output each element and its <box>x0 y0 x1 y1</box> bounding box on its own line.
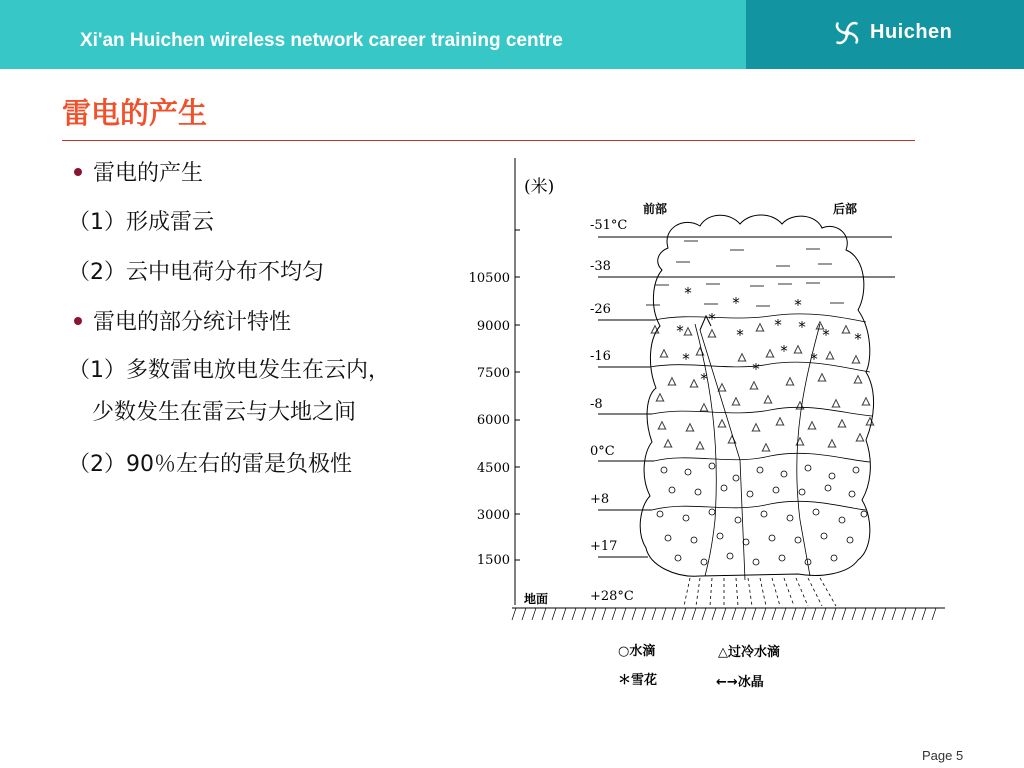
svg-text:*: * <box>822 326 830 344</box>
temp-label: -51°C <box>590 218 628 233</box>
temp-label: +17 <box>590 539 618 554</box>
svg-text:*: * <box>732 294 740 312</box>
svg-text:*: * <box>780 342 788 360</box>
bullet-line-6: 少数发生在雷云与大地之间 <box>92 400 357 425</box>
slide-title: 雷电的产生 <box>62 96 208 130</box>
bullet-dot-2 <box>74 317 82 325</box>
temp-label: 0°C <box>590 444 615 459</box>
logo-text: Huichen <box>870 21 953 43</box>
svg-text:△: △ <box>689 376 699 389</box>
svg-text:△: △ <box>667 374 677 387</box>
svg-text:*: * <box>676 322 684 340</box>
bullet-dot-1 <box>74 168 82 176</box>
svg-text:△: △ <box>795 398 805 411</box>
svg-text:△: △ <box>707 326 717 339</box>
snowflakes <box>676 284 862 388</box>
svg-text:△: △ <box>855 430 865 443</box>
svg-text:△: △ <box>815 318 825 331</box>
water-droplets <box>657 463 867 565</box>
bullet-line-1: 雷电的产生 <box>93 161 204 186</box>
svg-text:△: △ <box>685 420 695 433</box>
svg-text:△: △ <box>751 420 761 433</box>
ground-label: 地面 <box>524 592 549 606</box>
legend-water: ○水滴 <box>618 644 656 659</box>
svg-text:△: △ <box>807 418 817 431</box>
svg-text:△: △ <box>851 352 861 365</box>
title-divider <box>62 140 915 141</box>
svg-text:*: * <box>810 350 818 368</box>
height-label: 9000 <box>476 319 510 334</box>
svg-text:*: * <box>700 370 708 388</box>
svg-text:*: * <box>708 310 716 328</box>
front-label: 前部 <box>643 202 668 216</box>
svg-text:△: △ <box>695 438 705 451</box>
svg-text:△: △ <box>817 370 827 383</box>
svg-text:△: △ <box>731 394 741 407</box>
svg-text:△: △ <box>755 320 765 333</box>
svg-text:△: △ <box>699 400 709 413</box>
logo-icon <box>828 14 866 52</box>
svg-text:△: △ <box>717 416 727 429</box>
height-label: 1500 <box>476 553 510 568</box>
svg-text:△: △ <box>831 396 841 409</box>
height-label: 4500 <box>476 461 510 476</box>
svg-text:△: △ <box>837 416 847 429</box>
svg-text:△: △ <box>663 436 673 449</box>
temp-label: -26 <box>590 302 611 317</box>
svg-text:*: * <box>794 296 802 314</box>
bullet-line-5: （1）多数雷电放电发生在云内， <box>68 358 390 383</box>
temp-label: +8 <box>590 492 610 507</box>
temp-label: -16 <box>590 349 611 364</box>
svg-text:△: △ <box>793 342 803 355</box>
svg-text:△: △ <box>727 432 737 445</box>
bullet-line-3: （2）云中电荷分布不均匀 <box>68 260 324 285</box>
supercooled-droplets <box>651 318 875 453</box>
svg-text:△: △ <box>827 436 837 449</box>
legend-supercooled: △过冷水滴 <box>718 645 780 660</box>
svg-text:△: △ <box>765 346 775 359</box>
temp-label: -38 <box>590 259 611 274</box>
temp-label: +28°C <box>590 589 634 604</box>
svg-text:△: △ <box>841 322 851 335</box>
svg-text:△: △ <box>853 372 863 385</box>
ice-crystals <box>646 241 844 306</box>
height-label: 6000 <box>476 413 510 428</box>
height-ticks <box>515 230 520 560</box>
legend-snow: ＊雪花 <box>618 673 658 688</box>
svg-text:△: △ <box>795 434 805 447</box>
bullet-line-4: 雷电的部分统计特性 <box>93 310 292 335</box>
svg-text:△: △ <box>749 378 759 391</box>
svg-text:△: △ <box>761 440 771 453</box>
svg-text:△: △ <box>825 348 835 361</box>
svg-text:△: △ <box>865 414 875 427</box>
bullet-line-7: （2）90％左右的雷是负极性 <box>68 452 352 477</box>
svg-text:△: △ <box>861 394 871 407</box>
bullet-line-2: （1）形成雷云 <box>68 210 214 235</box>
logo-box <box>746 0 1024 69</box>
svg-text:*: * <box>682 350 690 368</box>
height-label: 10500 <box>468 271 510 286</box>
svg-text:△: △ <box>737 350 747 363</box>
header-title: Xi'an Huichen wireless network career training centre <box>80 30 563 51</box>
svg-text:*: * <box>774 316 782 334</box>
legend-ice: ←→冰晶 <box>716 675 764 690</box>
svg-text:*: * <box>798 318 806 336</box>
height-label: 3000 <box>476 508 510 523</box>
height-label: 7500 <box>476 366 510 381</box>
svg-text:*: * <box>736 326 744 344</box>
thundercloud-diagram <box>460 150 960 700</box>
precipitation-lines <box>684 578 836 606</box>
svg-text:*: * <box>684 284 692 302</box>
page-number: Page 5 <box>922 748 964 763</box>
svg-text:△: △ <box>775 414 785 427</box>
svg-text:△: △ <box>717 380 727 393</box>
axis-unit-label: (米) <box>524 177 555 197</box>
svg-text:*: * <box>854 330 862 348</box>
temp-label: -8 <box>590 397 603 412</box>
svg-text:△: △ <box>650 322 660 335</box>
ground-hatching <box>512 608 936 620</box>
svg-text:△: △ <box>785 374 795 387</box>
svg-text:△: △ <box>695 344 705 357</box>
svg-text:△: △ <box>659 346 669 359</box>
svg-text:△: △ <box>763 392 773 405</box>
svg-text:*: * <box>752 360 760 378</box>
svg-text:△: △ <box>683 324 693 337</box>
rear-label: 后部 <box>833 202 858 216</box>
svg-text:△: △ <box>655 390 665 403</box>
svg-text:△: △ <box>657 418 667 431</box>
